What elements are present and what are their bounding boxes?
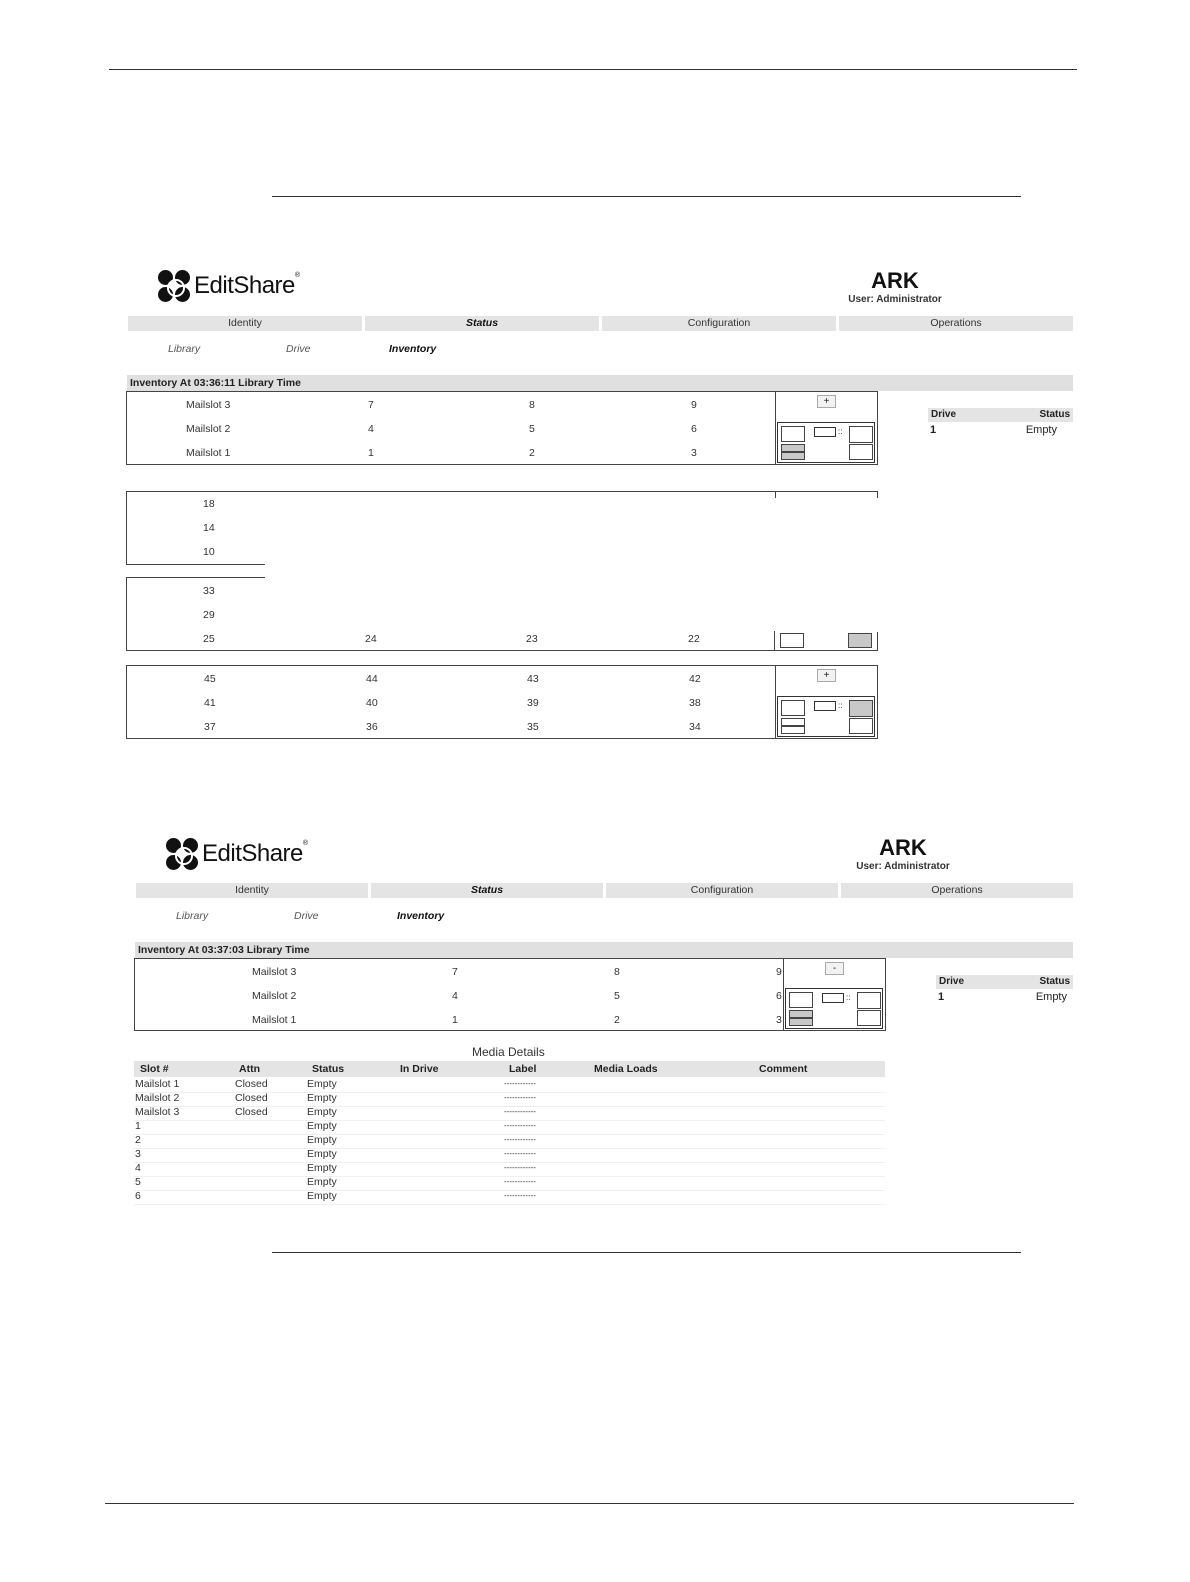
slot-cell[interactable]: 1 bbox=[452, 1014, 458, 1026]
slot-cell[interactable]: 9 bbox=[776, 966, 782, 978]
drive-header: Drive bbox=[939, 976, 965, 987]
drive-table-header bbox=[936, 975, 1073, 989]
media-cell: ------------ bbox=[504, 1135, 536, 1144]
slot-cell[interactable]: 22 bbox=[688, 633, 700, 645]
subtab-library[interactable]: Library bbox=[176, 910, 209, 922]
media-cell: Empty bbox=[307, 1134, 337, 1146]
media-cell: ------------ bbox=[504, 1121, 536, 1130]
main-tabs bbox=[128, 316, 1073, 331]
main-tabs bbox=[136, 883, 1073, 898]
user-label: User: Administrator bbox=[848, 294, 942, 305]
drive-bay bbox=[781, 452, 805, 460]
expand-button[interactable]: + bbox=[817, 669, 836, 682]
inventory-title: Inventory At 03:37:03 Library Time bbox=[135, 942, 1073, 958]
media-cell: Empty bbox=[307, 1106, 337, 1118]
product-header bbox=[848, 835, 958, 872]
col-comment[interactable]: Comment bbox=[759, 1063, 808, 1075]
slot-cell[interactable]: 10 bbox=[203, 546, 215, 558]
media-cell: ------------ bbox=[504, 1191, 536, 1200]
drive-header: Drive bbox=[931, 409, 957, 420]
slot-cell[interactable]: 44 bbox=[366, 673, 378, 685]
media-cell: Mailslot 3 bbox=[135, 1106, 180, 1118]
media-cell: 6 bbox=[135, 1190, 141, 1202]
slot-cell[interactable]: 5 bbox=[529, 423, 535, 435]
slot-cell[interactable]: 37 bbox=[204, 721, 216, 733]
media-cell: Empty bbox=[307, 1078, 337, 1090]
media-cell: Closed bbox=[235, 1106, 268, 1118]
media-row[interactable] bbox=[134, 1148, 885, 1163]
picker-icon bbox=[814, 427, 836, 437]
drive-row[interactable] bbox=[936, 989, 1073, 1003]
media-row[interactable] bbox=[134, 1078, 885, 1093]
slot-cell[interactable]: 4 bbox=[452, 990, 458, 1002]
media-cell: ------------ bbox=[504, 1149, 536, 1158]
product-header bbox=[840, 268, 950, 305]
slot-cell[interactable]: 25 bbox=[203, 633, 215, 645]
slot-cell[interactable]: 38 bbox=[689, 697, 701, 709]
slot-cell[interactable]: 14 bbox=[203, 522, 215, 534]
tab-status[interactable]: Status bbox=[365, 316, 599, 331]
bottom-rule bbox=[105, 1503, 1074, 1504]
drive-status: Empty bbox=[1025, 424, 1057, 436]
editshare-logo-icon bbox=[166, 838, 198, 870]
drive-bay bbox=[849, 444, 873, 460]
slot-cell[interactable]: 24 bbox=[365, 633, 377, 645]
magazine-block bbox=[126, 665, 878, 739]
media-cell: 3 bbox=[135, 1148, 141, 1160]
col-slot[interactable]: Slot # bbox=[140, 1063, 169, 1075]
media-details-header bbox=[134, 1061, 885, 1077]
slot-cell[interactable]: 2 bbox=[614, 1014, 620, 1026]
tab-status[interactable]: Status bbox=[371, 883, 603, 898]
picker-icon bbox=[814, 701, 836, 711]
media-cell: Empty bbox=[307, 1162, 337, 1174]
media-cell: ------------ bbox=[504, 1093, 536, 1102]
drive-bay bbox=[781, 726, 805, 734]
media-cell: Empty bbox=[307, 1092, 337, 1104]
drive-table-header bbox=[928, 408, 1073, 422]
drive-status: Empty bbox=[1035, 991, 1067, 1003]
drive-status-table bbox=[936, 975, 1073, 1003]
drive-bay bbox=[857, 1010, 881, 1026]
slot-cell[interactable]: 35 bbox=[527, 721, 539, 733]
slot-cell[interactable]: 39 bbox=[527, 697, 539, 709]
picker-dots-icon: :: bbox=[838, 701, 843, 710]
picker-icon bbox=[822, 993, 844, 1003]
tab-identity[interactable]: Identity bbox=[128, 316, 362, 331]
picker-dots-icon: :: bbox=[846, 993, 851, 1002]
magazine-block-mailslots bbox=[126, 391, 878, 465]
media-cell: ------------ bbox=[504, 1163, 536, 1172]
picker-dots-icon: :: bbox=[838, 427, 843, 436]
slot-cell[interactable]: 3 bbox=[776, 1014, 782, 1026]
drive-bay bbox=[789, 1010, 813, 1018]
editshare-logo bbox=[166, 838, 308, 870]
media-cell: ------------ bbox=[504, 1177, 536, 1186]
tab-operations[interactable]: Operations bbox=[839, 316, 1073, 331]
tab-configuration[interactable]: Configuration bbox=[606, 883, 838, 898]
col-media-loads[interactable]: Media Loads bbox=[594, 1063, 658, 1075]
slot-label: Mailslot 1 bbox=[186, 447, 231, 459]
media-cell: 2 bbox=[135, 1134, 141, 1146]
editshare-logo bbox=[158, 270, 300, 302]
media-cell: Empty bbox=[307, 1176, 337, 1188]
media-row[interactable] bbox=[134, 1092, 885, 1107]
tab-configuration[interactable]: Configuration bbox=[602, 316, 836, 331]
slot-cell[interactable]: 40 bbox=[366, 697, 378, 709]
media-cell: Closed bbox=[235, 1078, 268, 1090]
library-diagram bbox=[777, 422, 875, 463]
slot-cell[interactable]: 5 bbox=[614, 990, 620, 1002]
slot-cell[interactable]: 42 bbox=[689, 673, 701, 685]
subtab-inventory[interactable]: Inventory bbox=[397, 910, 445, 922]
slot-cell[interactable]: 1 bbox=[368, 447, 374, 459]
slot-cell[interactable]: 23 bbox=[526, 633, 538, 645]
slot-cell[interactable]: 2 bbox=[529, 447, 535, 459]
drive-number: 1 bbox=[938, 991, 945, 1003]
drive-bay bbox=[849, 718, 873, 734]
col-status[interactable]: Status bbox=[312, 1063, 345, 1075]
media-cell: Empty bbox=[307, 1148, 337, 1160]
media-cell: 1 bbox=[135, 1120, 141, 1132]
slot-cell[interactable]: 7 bbox=[452, 966, 458, 978]
slot-cell[interactable]: 8 bbox=[529, 399, 535, 411]
magazine-panel-fragment bbox=[774, 631, 878, 651]
magazine-panel bbox=[775, 666, 877, 738]
slot-cell[interactable]: 41 bbox=[204, 697, 216, 709]
slot-cell[interactable]: 18 bbox=[203, 498, 215, 510]
slot-cell[interactable]: 3 bbox=[691, 447, 697, 459]
slot-label: Mailslot 3 bbox=[252, 966, 297, 978]
subtab-drive[interactable]: Drive bbox=[286, 343, 311, 355]
slot-cell[interactable]: 29 bbox=[203, 609, 215, 621]
brand-name: EditShare® bbox=[202, 840, 308, 867]
media-cell: 5 bbox=[135, 1176, 141, 1188]
tab-identity[interactable]: Identity bbox=[136, 883, 368, 898]
slot-cell[interactable]: 4 bbox=[368, 423, 374, 435]
slot-cell[interactable]: 36 bbox=[366, 721, 378, 733]
drive-bay bbox=[789, 992, 813, 1008]
subtab-inventory[interactable]: Inventory bbox=[389, 343, 437, 355]
slot-cell[interactable]: 9 bbox=[691, 399, 697, 411]
collapse-button[interactable]: - bbox=[825, 962, 844, 975]
library-diagram bbox=[777, 696, 875, 737]
media-details-title: Media Details bbox=[472, 1045, 545, 1059]
top-rule bbox=[109, 69, 1077, 70]
magazine-block-mailslots bbox=[134, 958, 886, 1031]
slot-cell[interactable]: 7 bbox=[368, 399, 374, 411]
media-cell: Closed bbox=[235, 1092, 268, 1104]
slot-cell[interactable]: 45 bbox=[204, 673, 216, 685]
slot-label: Mailslot 3 bbox=[186, 399, 231, 411]
drive-bay bbox=[781, 426, 805, 442]
slot-label: Mailslot 2 bbox=[186, 423, 231, 435]
slot-cell[interactable]: 8 bbox=[614, 966, 620, 978]
drive-bay bbox=[781, 444, 805, 452]
subtab-drive[interactable]: Drive bbox=[294, 910, 319, 922]
media-cell: 4 bbox=[135, 1162, 141, 1174]
magazine-panel bbox=[775, 392, 877, 464]
media-cell: ------------ bbox=[504, 1107, 536, 1116]
media-row[interactable] bbox=[134, 1190, 885, 1205]
media-cell: Empty bbox=[307, 1120, 337, 1132]
drive-status-table bbox=[928, 408, 1073, 436]
slot-cell[interactable]: 6 bbox=[776, 990, 782, 1002]
drive-bay bbox=[789, 1018, 813, 1026]
brand-name: EditShare® bbox=[194, 272, 300, 299]
inventory-title: Inventory At 03:36:11 Library Time bbox=[127, 375, 1073, 391]
product-title: ARK bbox=[871, 268, 919, 293]
status-header: Status bbox=[1039, 409, 1070, 420]
slot-cell[interactable]: 33 bbox=[203, 585, 215, 597]
magazine-block-partial bbox=[126, 577, 878, 651]
slot-label: Mailslot 2 bbox=[252, 990, 297, 1002]
col-attn[interactable]: Attn bbox=[239, 1063, 260, 1075]
tab-operations[interactable]: Operations bbox=[841, 883, 1073, 898]
media-cell: ------------ bbox=[504, 1079, 536, 1088]
drive-bay bbox=[781, 718, 805, 726]
media-row[interactable] bbox=[134, 1106, 885, 1121]
media-cell: Empty bbox=[307, 1190, 337, 1202]
media-row[interactable] bbox=[134, 1134, 885, 1149]
section-rule-bottom bbox=[272, 1252, 1021, 1253]
status-header: Status bbox=[1039, 976, 1070, 987]
slot-cell[interactable]: 43 bbox=[527, 673, 539, 685]
drive-row[interactable] bbox=[928, 422, 1073, 436]
drive-bay bbox=[857, 992, 881, 1009]
library-diagram bbox=[785, 988, 883, 1029]
slot-label: Mailslot 1 bbox=[252, 1014, 297, 1026]
drive-number: 1 bbox=[930, 424, 937, 436]
slot-cell[interactable]: 34 bbox=[689, 721, 701, 733]
slot-cell[interactable]: 6 bbox=[691, 423, 697, 435]
media-cell: Mailslot 1 bbox=[135, 1078, 180, 1090]
magazine-block-left bbox=[126, 491, 265, 565]
media-row[interactable] bbox=[134, 1120, 885, 1135]
drive-bay bbox=[849, 426, 873, 443]
expand-button[interactable]: + bbox=[817, 395, 836, 408]
magazine-panel bbox=[783, 959, 885, 1030]
col-label[interactable]: Label bbox=[509, 1063, 537, 1075]
media-cell: Mailslot 2 bbox=[135, 1092, 180, 1104]
drive-bay bbox=[849, 700, 873, 717]
user-label: User: Administrator bbox=[856, 861, 950, 872]
subtab-library[interactable]: Library bbox=[168, 343, 201, 355]
editshare-logo-icon bbox=[158, 270, 190, 302]
col-in-drive[interactable]: In Drive bbox=[400, 1063, 439, 1075]
media-row[interactable] bbox=[134, 1176, 885, 1191]
product-title: ARK bbox=[879, 835, 927, 860]
drive-bay bbox=[781, 700, 805, 716]
media-row[interactable] bbox=[134, 1162, 885, 1177]
section-rule-top bbox=[272, 196, 1021, 197]
